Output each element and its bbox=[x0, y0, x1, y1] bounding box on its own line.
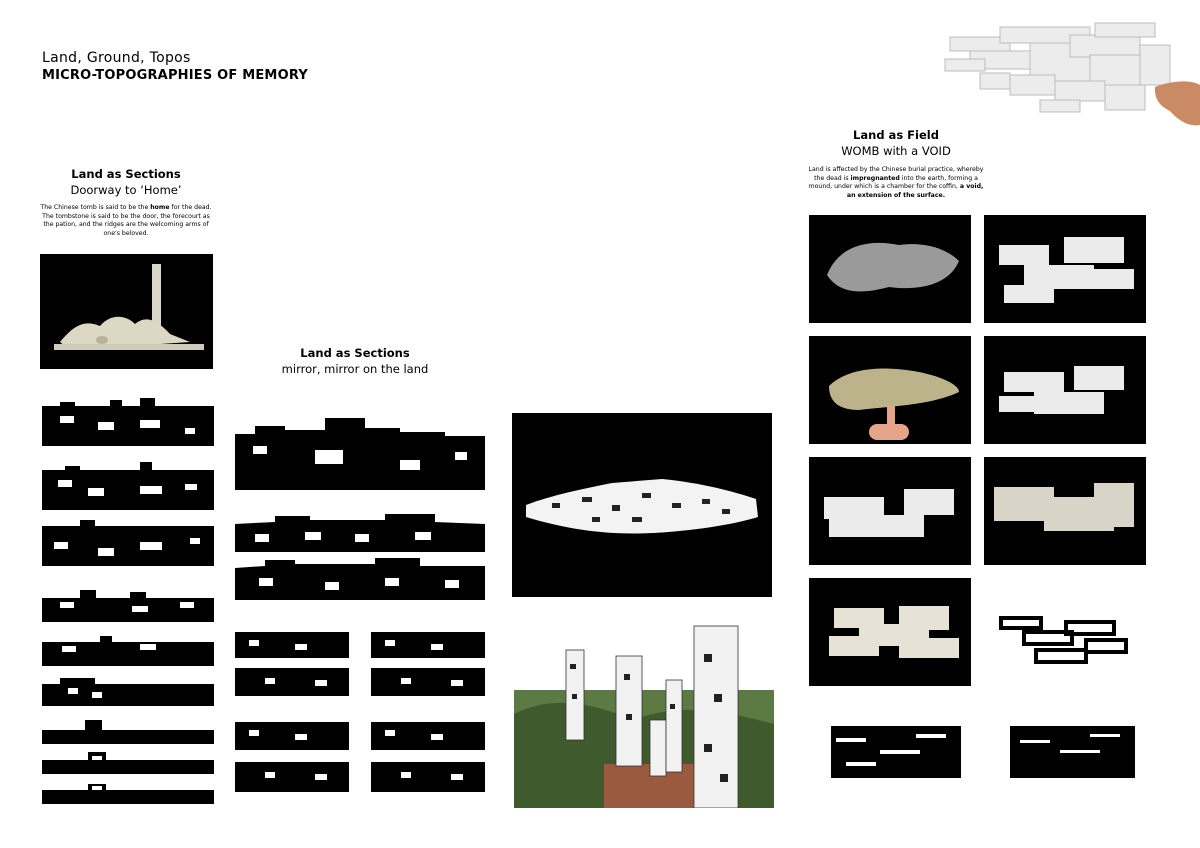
field-description bbox=[805, 166, 987, 200]
doorway-text-bold: home bbox=[150, 204, 170, 211]
board-title: MICRO-TOPOGRAPHIES OF MEMORY bbox=[42, 68, 308, 83]
floating-model-photo bbox=[512, 413, 772, 597]
mirror-subheading: mirror, mirror on the land bbox=[281, 362, 429, 376]
field-text-1: Land is affected by the Chinese burial practice, whereby the dead is bbox=[808, 166, 984, 182]
block-model-photo-5 bbox=[809, 578, 971, 686]
tower-collage-photo bbox=[514, 624, 774, 808]
mirror-heading-block bbox=[270, 346, 440, 376]
board-subtitle: Land, Ground, Topos bbox=[42, 50, 191, 66]
doorway-text-1: The Chinese tomb is said to be the bbox=[40, 204, 151, 211]
model-photo-hand bbox=[940, 15, 1200, 130]
black-drawing-2 bbox=[1000, 720, 1140, 782]
field-text-bold-1: impregnanted bbox=[850, 174, 900, 182]
field-text-2: into the earth, forming a mound, under which is a chamber for the coffin, bbox=[808, 174, 978, 190]
block-model-photo-1 bbox=[984, 215, 1146, 323]
block-model-photo-4 bbox=[984, 457, 1146, 565]
block-model-photo-3 bbox=[809, 457, 971, 565]
mesh-model-held-photo bbox=[809, 336, 971, 444]
mirror-heading: Land as Sections bbox=[300, 346, 410, 360]
field-heading: Land as Field bbox=[853, 128, 939, 142]
field-heading-block bbox=[811, 128, 981, 158]
field-text-bold-2: a void, an extension of the surface. bbox=[846, 183, 984, 199]
field-subheading: WOMB with a VOID bbox=[841, 144, 951, 158]
doorway-subheading: Doorway to ‘Home’ bbox=[70, 183, 182, 197]
doorway-heading: Land as Sections bbox=[71, 167, 181, 181]
black-drawing-1 bbox=[826, 720, 970, 782]
outline-drawing bbox=[996, 610, 1138, 668]
block-model-photo-2 bbox=[984, 336, 1146, 444]
doorway-heading-block bbox=[40, 167, 212, 197]
doorway-text-2: for the dead. The tombstone is said to be the door, the forecourt as the pation, and the ridges are the welcoming arms of one's beloved. bbox=[42, 204, 212, 237]
doorway-sections-column bbox=[40, 398, 215, 808]
mesh-model-photo bbox=[809, 215, 971, 323]
tomb-model-photo bbox=[40, 254, 213, 369]
doorway-description bbox=[40, 204, 212, 238]
mirror-sections-column bbox=[235, 412, 487, 802]
